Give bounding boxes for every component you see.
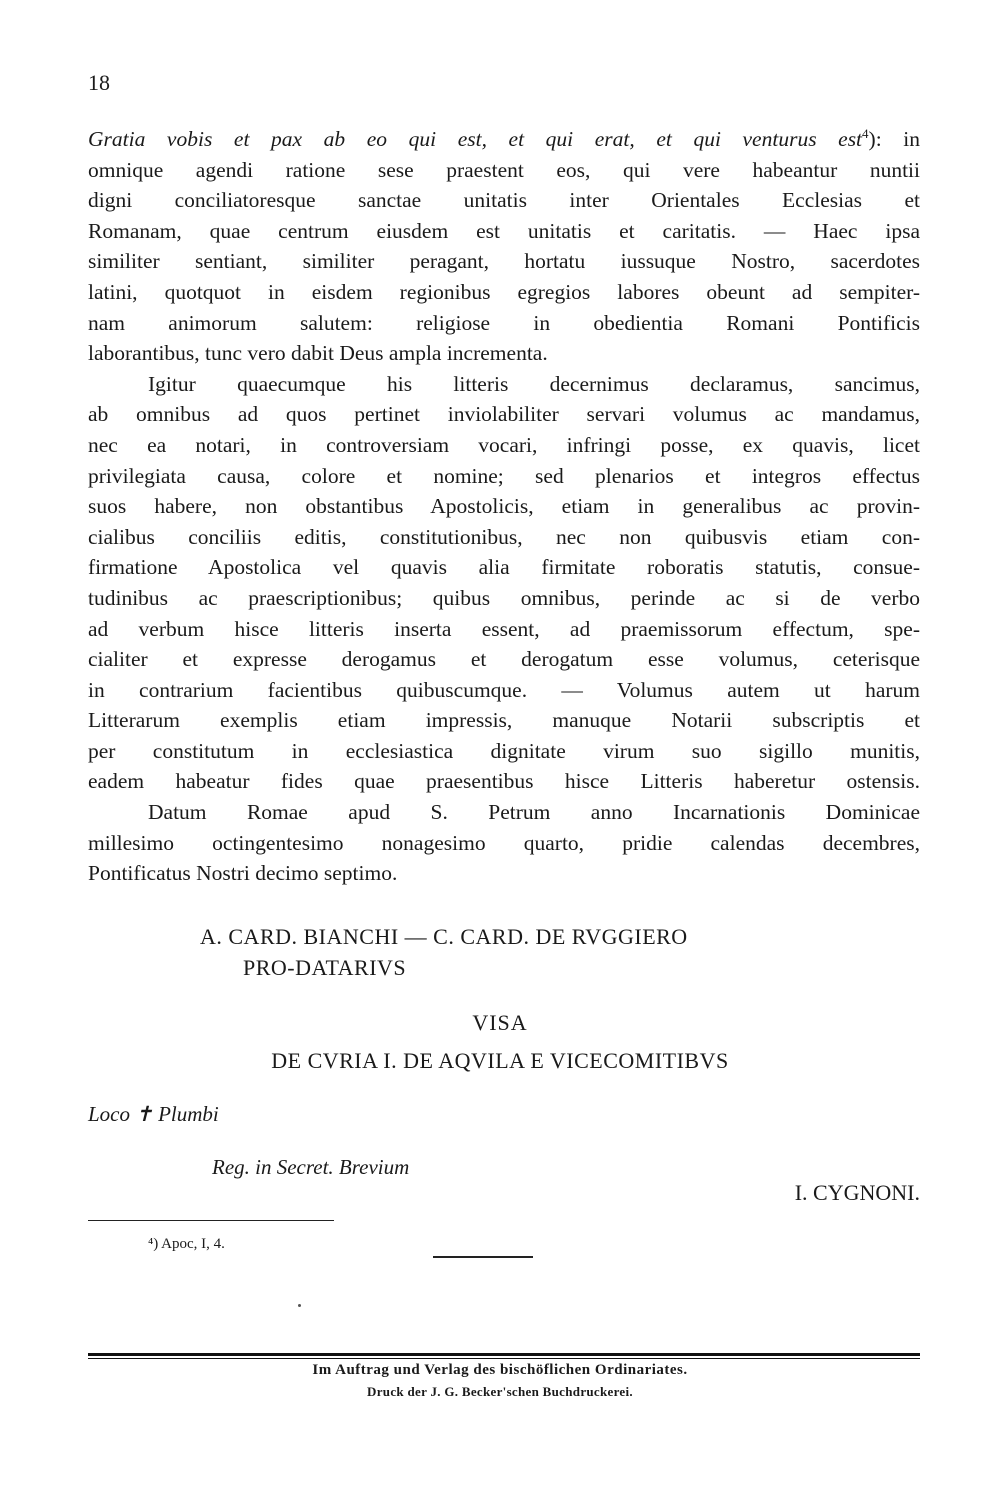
- body-text: [88, 124, 920, 889]
- body-line: privilegiata causa, colore et nomine; sed plenarios et integros effectus: [88, 463, 920, 488]
- body-line: Romanam, quae centrum eiusdem est unitatis et caritatis. — Haec ipsa: [88, 218, 920, 243]
- scripture-quote: Gratia vobis et pax ab eo qui est, et qui erat, et qui venturus est: [88, 127, 863, 151]
- body-line: cialibus conciliis editis, constitutionibus, nec non quibusvis etiam con-: [88, 524, 920, 549]
- curia-line: DE CVRIA I. DE AQVILA E VICECOMITIBVS: [271, 1048, 729, 1073]
- body-line: laborantibus, tunc vero dabit Deus ampla incrementa.: [88, 341, 548, 366]
- cygnoni-signature: I. CYGNONI.: [794, 1180, 920, 1205]
- body-line: latini, quotquot in eisdem regionibus egregios labores obeunt ad sempiter-: [88, 279, 920, 304]
- body-line: Igitur quaecumque his litteris decernimus declaramus, sancimus,: [148, 371, 920, 396]
- footnote: ⁴) Apoc, I, 4.: [148, 1236, 225, 1252]
- body-line: nec ea notari, in controversiam vocari, infringi posse, ex quavis, licet: [88, 432, 920, 457]
- body-line-end: ): in: [868, 127, 920, 151]
- body-line: ab omnibus ad quos pertinet inviolabiliter servari volumus ac mandamus,: [88, 402, 920, 427]
- body-line: Litterarum exemplis etiam impressis, manuque Notarii subscriptis et: [88, 708, 920, 733]
- body-line: cialiter et expresse derogamus et derogatum esse volumus, ceterisque: [88, 647, 920, 672]
- body-line: nam animorum salutem: religiose in obedientia Romani Pontificis: [88, 310, 920, 335]
- page-number: 18: [88, 70, 110, 95]
- body-line: per constitutum in ecclesiastica dignitate virum suo sigillo munitis,: [88, 738, 920, 763]
- cardinal-signatures: A. CARD. BIANCHI — C. CARD. DE RVGGIERO: [200, 924, 688, 949]
- pro-datarius: PRO-DATARIVS: [243, 955, 407, 980]
- registry-note: Reg. in Secret. Brevium: [212, 1155, 410, 1179]
- loco-plumbi: Loco ✝ Plumbi: [88, 1102, 219, 1126]
- body-line: in contrarium facientibus quibuscumque. — Volumus autem ut harum: [88, 677, 920, 702]
- body-line: omnique agendi ratione sese praestent eos, qui vere habeantur nuntii: [88, 157, 920, 182]
- body-line: ad verbum hisce litteris inserta essent, ad praemissorum effectum, spe-: [88, 616, 920, 641]
- imprint-printer: Druck der J. G. Becker'schen Buchdruckerei.: [367, 1384, 633, 1399]
- body-line: Datum Romae apud S. Petrum anno Incarnationis Dominicae: [148, 800, 920, 825]
- body-line: eadem habeatur fides quae praesentibus hisce Litteris haberetur ostensis.: [88, 769, 920, 794]
- body-line: [88, 124, 920, 155]
- body-line: Pontificatus Nostri decimo septimo.: [88, 861, 398, 886]
- body-line: similiter sentiant, similiter peragant, hortatu iussuque Nostro, sacerdotes: [88, 249, 920, 274]
- imprint-rule-thin: [88, 1358, 920, 1359]
- end-rule: [433, 1256, 533, 1258]
- footnote-rule: [88, 1220, 334, 1221]
- visa-heading: VISA: [472, 1010, 528, 1035]
- imprint-publisher: Im Auftrag und Verlag des bischöflichen Ordinariates.: [312, 1362, 688, 1378]
- print-speck: [298, 1304, 301, 1307]
- imprint-rule-thick: [88, 1353, 920, 1356]
- body-line: suos habere, non obstantibus Apostolicis, etiam in generalibus ac provin-: [88, 494, 920, 519]
- footnote-ref: 4: [862, 125, 869, 141]
- body-line: tudinibus ac praescriptionibus; quibus omnibus, perinde ac si de verbo: [88, 585, 920, 610]
- body-line: firmatione Apostolica vel quavis alia firmitate roboratis statutis, consue-: [88, 555, 920, 580]
- body-line: digni conciliatoresque sanctae unitatis inter Orientales Ecclesias et: [88, 188, 920, 213]
- body-line: millesimo octingentesimo nonagesimo quarto, pridie calendas decembres,: [88, 830, 920, 855]
